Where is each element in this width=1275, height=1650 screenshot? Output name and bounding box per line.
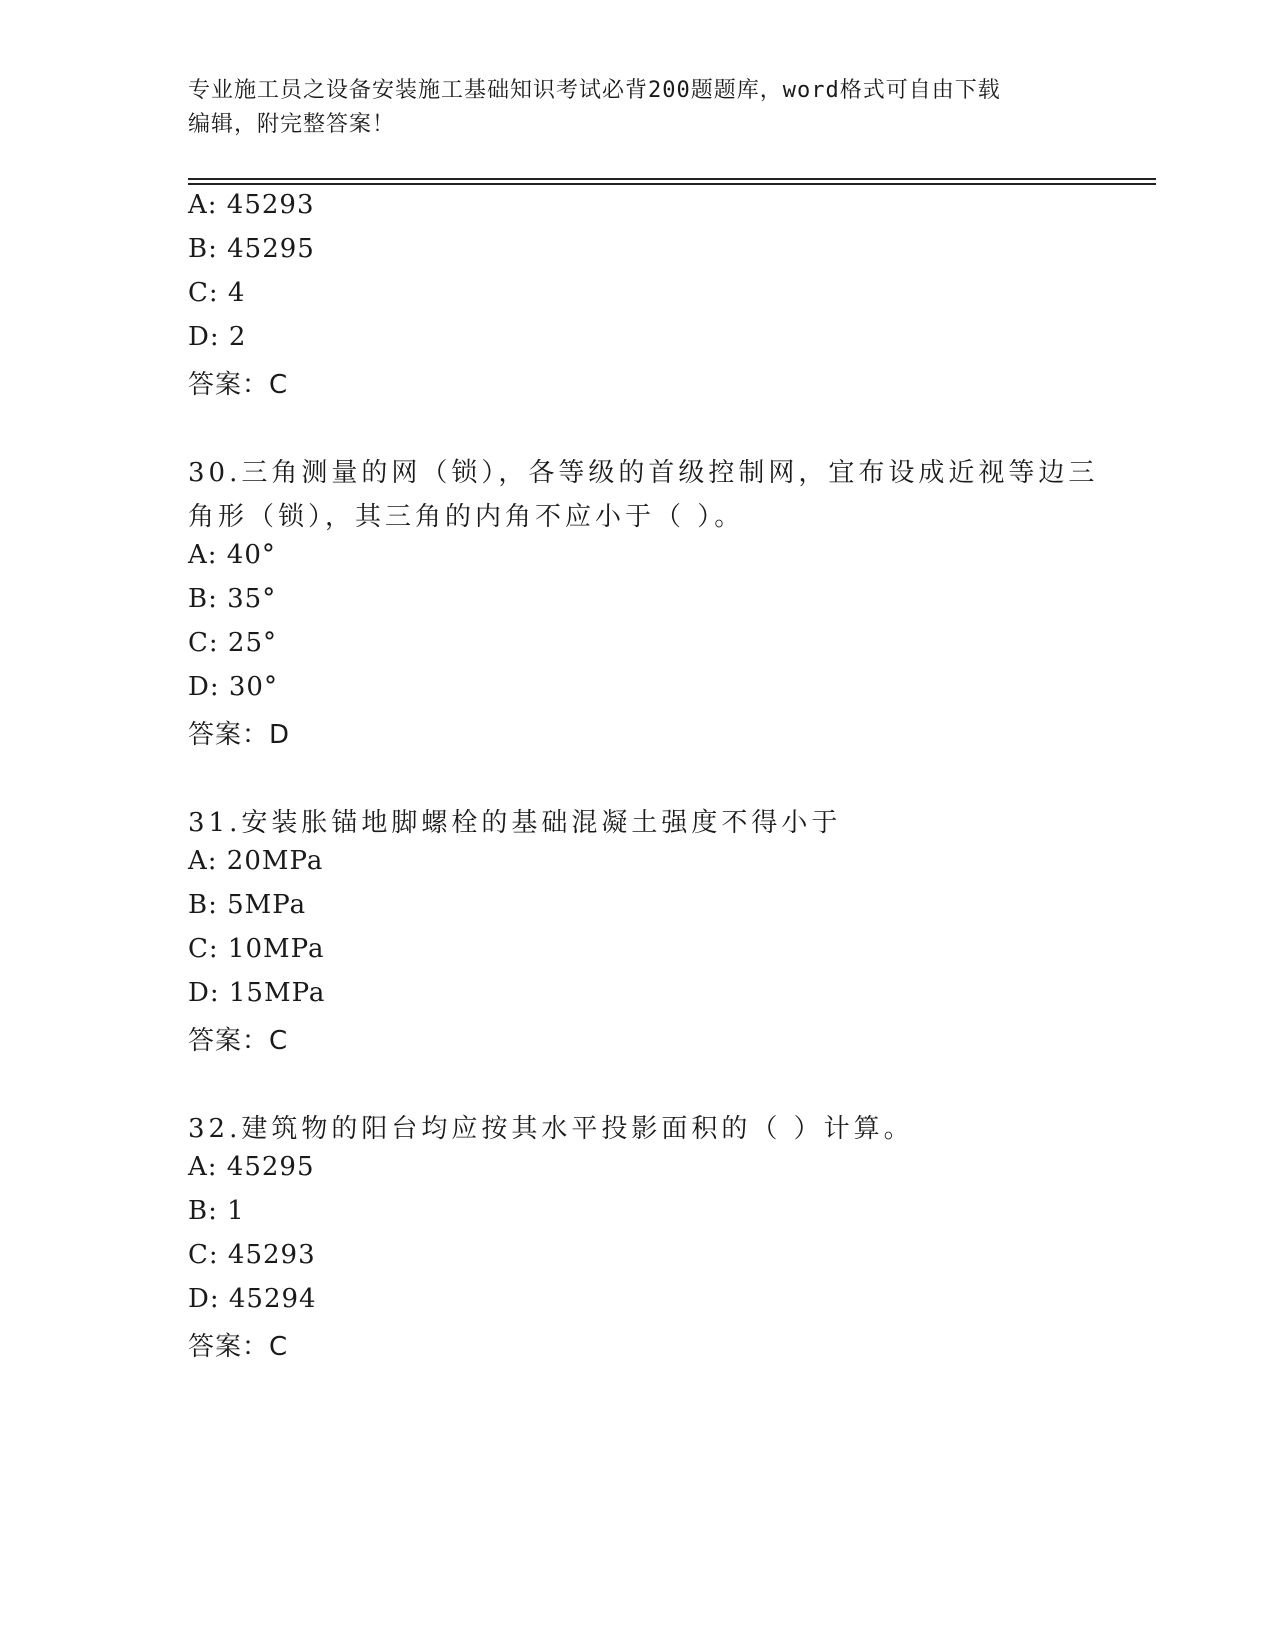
document-header xyxy=(188,74,1068,142)
question-32-text: 32.建筑物的阳台均应按其水平投影面积的（ ）计算。 xyxy=(188,1114,914,1144)
option-b: B: 5MPa xyxy=(188,890,307,920)
header-divider-bottom xyxy=(188,183,1156,185)
answer-line: 答案：C xyxy=(188,1332,289,1362)
option-a: A: 20MPa xyxy=(188,846,324,876)
question-30-text-line-1: 30.三角测量的网（锁），各等级的首级控制网，宜布设成近视等边三 xyxy=(188,458,1099,488)
answer-line: 答案：C xyxy=(188,1026,289,1056)
option-b: B: 45295 xyxy=(188,234,315,264)
question-30-text-line-2: 角形（锁），其三角的内角不应小于（ ）。 xyxy=(188,502,745,532)
header-line-1: 专业施工员之设备安装施工基础知识考试必背200题题库，word格式可自由下载 xyxy=(188,78,1001,103)
option-a: A: 45295 xyxy=(188,1152,315,1182)
question-31-text: 31.安装胀锚地脚螺栓的基础混凝土强度不得小于 xyxy=(188,808,842,838)
option-b: B: 35° xyxy=(188,584,277,614)
option-a: A: 40° xyxy=(188,540,276,570)
option-d: D: 2 xyxy=(188,322,247,352)
option-c: C: 4 xyxy=(188,278,246,308)
option-b: B: 1 xyxy=(188,1196,245,1226)
header-line-2: 编辑，附完整答案！ xyxy=(188,112,396,137)
option-c: C: 45293 xyxy=(188,1240,316,1270)
answer-line: 答案：D xyxy=(188,720,291,750)
option-d: D: 15MPa xyxy=(188,978,326,1008)
header-divider-top xyxy=(188,178,1156,180)
option-c: C: 10MPa xyxy=(188,934,325,964)
option-c: C: 25° xyxy=(188,628,278,658)
option-d: D: 45294 xyxy=(188,1284,317,1314)
option-d: D: 30° xyxy=(188,672,278,702)
option-a: A: 45293 xyxy=(188,190,315,220)
answer-line: 答案：C xyxy=(188,370,289,400)
